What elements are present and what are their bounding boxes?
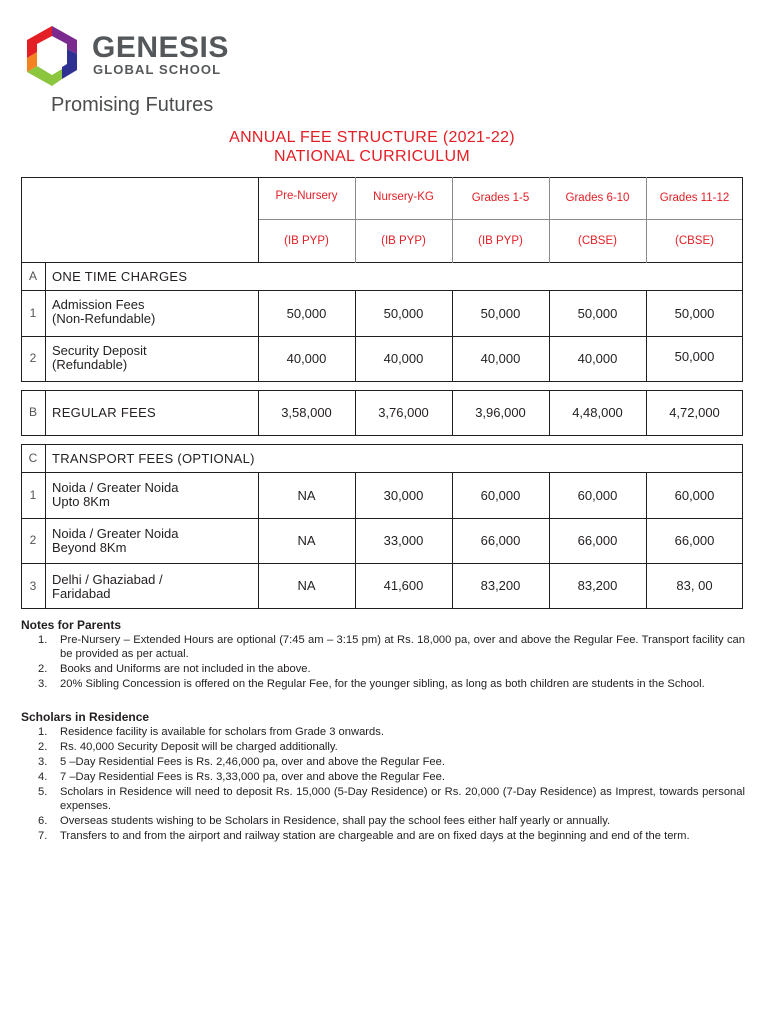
- fee-value: 40,000: [383, 351, 424, 366]
- page-title: ANNUAL FEE STRUCTURE (2021-22): [229, 129, 515, 146]
- school-logo-icon: [20, 24, 84, 88]
- list-item: 3. 20% Sibling Concession is offered on the Regular Fee, for the younger sibling, as long as both children are students in the School.: [38, 678, 705, 690]
- fee-value: 60,000: [674, 487, 715, 503]
- row-label: Delhi / Ghaziabad /: [52, 571, 163, 587]
- column-header-pre-nursery: Pre-Nursery: [275, 190, 338, 202]
- fee-value: 41,600: [383, 578, 424, 593]
- row-label: Security Deposit: [52, 342, 147, 358]
- row-label: Admission Fees: [52, 296, 145, 312]
- fee-value: 60,000: [480, 487, 521, 503]
- fee-value: 50,000: [674, 305, 715, 321]
- tagline: Promising Futures: [51, 94, 214, 116]
- fee-value: 33,000: [383, 533, 424, 548]
- column-header-nursery-kg: Nursery-KG: [373, 191, 434, 203]
- list-item: 5. Scholars in Residence will need to deposit Rs. 15,000 (5-Day Residence) or Rs. 20,000 (7-Day Residence) as Imprest, towards personal expenses.: [38, 786, 745, 812]
- fee-value: 66,000: [674, 533, 715, 548]
- row-label-sub: (Non-Refundable): [52, 310, 156, 326]
- list-item: 2. Books and Uniforms are not included in the above.: [38, 663, 311, 675]
- row-index: 1: [29, 488, 37, 502]
- row-label-sub: Beyond 8Km: [52, 539, 127, 555]
- row-label-sub: (Refundable): [52, 356, 128, 372]
- notes-parents-heading: Notes for Parents: [21, 618, 122, 632]
- fee-value: 4,72,000: [669, 405, 720, 420]
- fee-value: 50,000: [674, 349, 715, 364]
- fee-value: 83, 00: [676, 578, 713, 593]
- row-index: 2: [29, 351, 37, 365]
- fee-value: 30,000: [383, 487, 424, 503]
- row-index: 1: [29, 306, 37, 320]
- fee-value: 83,200: [577, 578, 618, 593]
- list-item: 2. Rs. 40,000 Security Deposit will be charged additionally.: [38, 741, 338, 753]
- fee-value: 40,000: [577, 351, 618, 366]
- fee-value: 50,000: [286, 305, 327, 321]
- fee-value: 83,200: [480, 578, 521, 593]
- column-curriculum-grades-6-10: (CBSE): [578, 234, 617, 247]
- row-label: Noida / Greater Noida: [52, 479, 179, 495]
- brand-subtitle: GLOBAL SCHOOL: [93, 62, 222, 77]
- column-curriculum-nursery-kg: (IB PYP): [381, 234, 426, 247]
- row-label: Noida / Greater Noida: [52, 525, 179, 541]
- fee-value: 50,000: [577, 305, 618, 321]
- fee-value: NA: [297, 487, 316, 503]
- column-header-grades-1-5: Grades 1-5: [471, 192, 530, 204]
- row-label-sub: Faridabad: [52, 585, 111, 601]
- list-item: 7. Transfers to and from the airport and railway station are chargeable and are on fixed days at the beginning and end of the term.: [38, 830, 690, 842]
- scholars-heading: Scholars in Residence: [21, 710, 150, 724]
- column-curriculum-grades-1-5: (IB PYP): [478, 234, 523, 247]
- fee-value: 4,48,000: [572, 405, 623, 420]
- section-title-one-time-charges: ONE TIME CHARGES: [52, 268, 188, 284]
- row-label-sub: Upto 8Km: [52, 493, 110, 509]
- fee-value: 50,000: [480, 305, 521, 321]
- list-item: 1. Pre-Nursery – Extended Hours are optional (7:45 am – 3:15 pm) at Rs. 18,000 pa, over and above the Regular Fee. Transport facility can be provided as per actual.: [38, 634, 745, 660]
- brand-name: GENESIS: [92, 31, 229, 64]
- fee-value: 66,000: [480, 533, 521, 548]
- fee-value: 3,76,000: [378, 405, 429, 420]
- fee-value: 50,000: [383, 305, 424, 321]
- list-item: 4. 7 –Day Residential Fees is Rs. 3,33,000 pa, over and above the Regular Fee.: [38, 771, 445, 783]
- scholars-list: [21, 725, 745, 844]
- fee-value: NA: [297, 578, 316, 593]
- fee-value: 60,000: [577, 487, 618, 503]
- page-subtitle: NATIONAL CURRICULUM: [274, 148, 470, 165]
- list-item: 3. 5 –Day Residential Fees is Rs. 2,46,000 pa, over and above the Regular Fee.: [38, 756, 445, 768]
- row-index: 3: [29, 579, 37, 593]
- row-index: 2: [29, 533, 37, 547]
- fee-value: 66,000: [577, 533, 618, 548]
- section-title-transport-fees: TRANSPORT FEES (OPTIONAL): [52, 450, 255, 466]
- fee-value: 40,000: [480, 351, 521, 366]
- section-index: C: [28, 451, 38, 465]
- section-title-regular-fees: REGULAR FEES: [52, 405, 157, 420]
- column-curriculum-pre-nursery: (IB PYP): [284, 234, 329, 247]
- section-index: A: [28, 269, 37, 283]
- fee-value: 3,96,000: [475, 405, 526, 420]
- list-item: 6. Overseas students wishing to be Scholars in Residence, shall pay the school fees either half yearly or annually.: [38, 815, 611, 827]
- column-header-grades-11-12: Grades 11-12: [659, 192, 730, 204]
- list-item: 1. Residence facility is available for scholars from Grade 3 onwards.: [38, 726, 384, 738]
- notes-parents-list: [21, 633, 745, 692]
- fee-value: 40,000: [286, 351, 327, 366]
- section-index: B: [28, 405, 37, 419]
- fee-value: 3,58,000: [281, 405, 332, 420]
- fee-value: NA: [297, 533, 316, 548]
- column-curriculum-grades-11-12: (CBSE): [675, 234, 714, 247]
- column-header-grades-6-10: Grades 6-10: [565, 192, 630, 204]
